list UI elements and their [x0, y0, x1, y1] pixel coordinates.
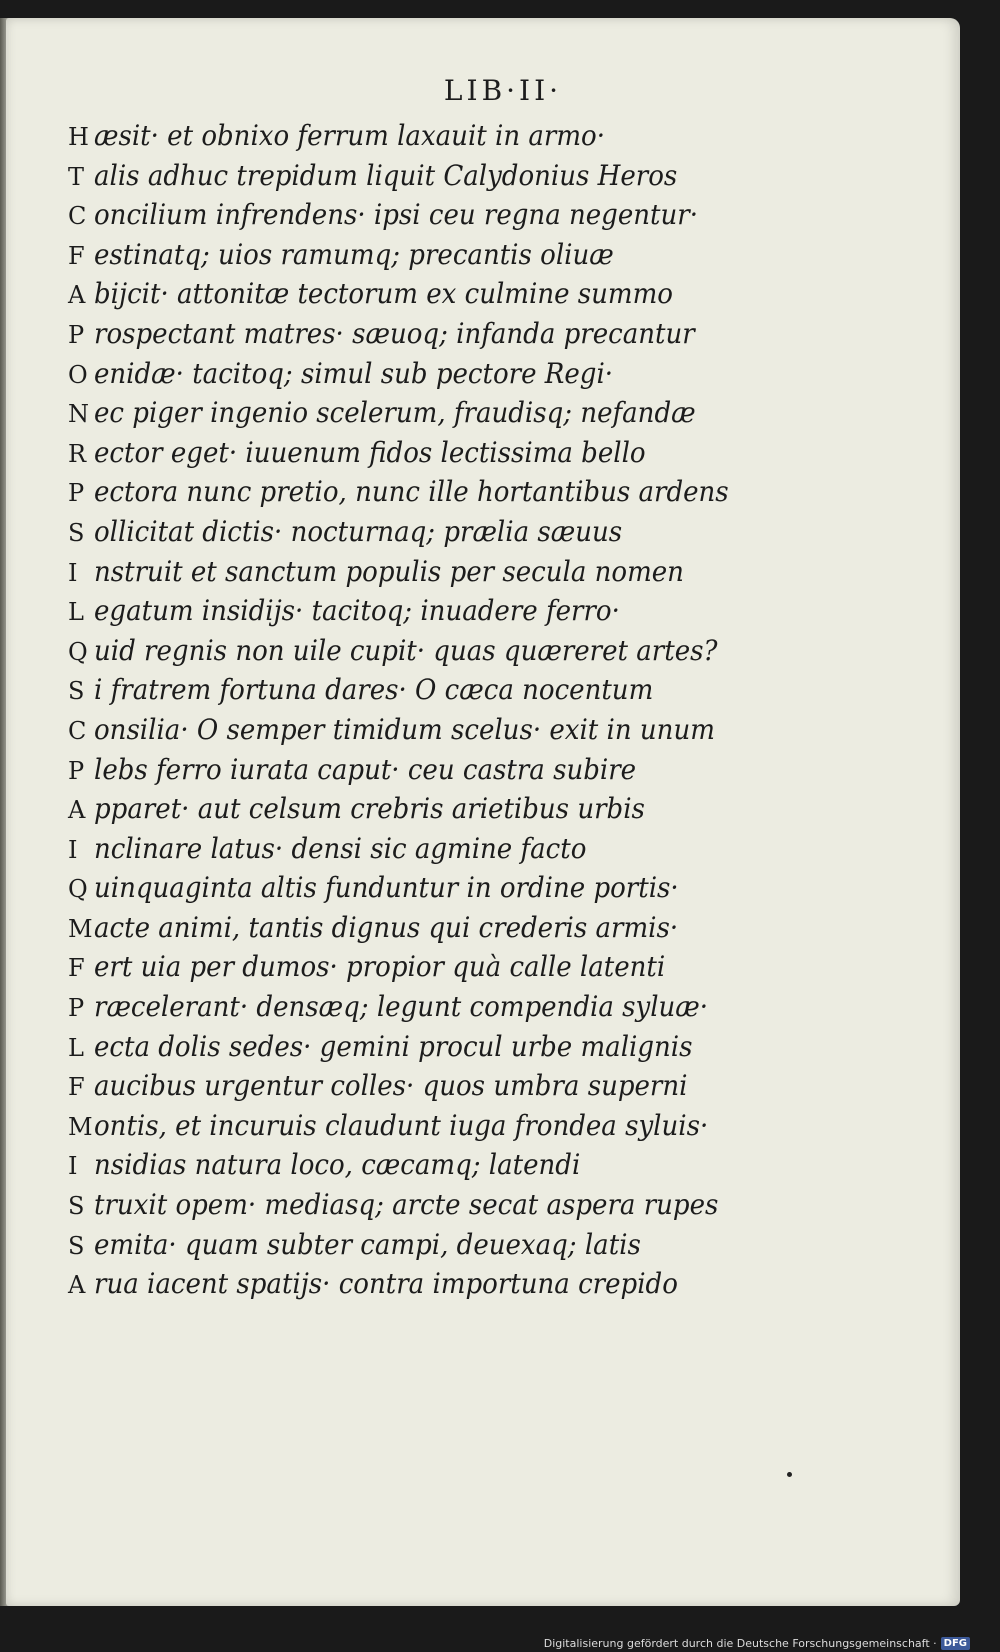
verse-initial: S [68, 1192, 85, 1221]
verse-line [68, 1145, 768, 1185]
verse-text: rua iacent spatijs· contra importuna crepido [94, 1267, 678, 1301]
verse-line [68, 116, 768, 156]
verse-initial: M [68, 914, 93, 943]
attribution-text: Digitalisierung gefördert durch die Deutsche Forschungsgemeinschaft · [543, 1637, 937, 1650]
verse-text: rospectant matres· sæuoq; infanda precantur [94, 316, 695, 350]
verse-text: acte animi, tantis dignus qui crederis armis· [94, 910, 679, 944]
verse-line [68, 1185, 768, 1225]
verse-line [68, 1027, 768, 1067]
verse-initial: C [68, 202, 87, 231]
verse-line [68, 829, 768, 869]
footer-attribution [544, 1637, 970, 1650]
verse-initial: I [68, 835, 78, 864]
verse-initial: S [68, 1231, 85, 1260]
verse-line [68, 710, 768, 750]
verse-initial: S [68, 518, 85, 547]
verse-initial: P [68, 994, 85, 1023]
verse-text: uid regnis non uile cupit· quas quæreret artes? [94, 633, 718, 667]
verse-initial: C [68, 716, 87, 745]
verse-initial: O [68, 360, 88, 389]
verse-text: enidæ· tacitoq; simul sub pectore Regi· [94, 356, 614, 390]
verse-text: ræcelerant· densæq; legunt compendia syluæ· [94, 990, 709, 1024]
verse-text: ectora nunc pretio, nunc ille hortantibus ardens [94, 475, 729, 509]
verse-line [68, 156, 768, 196]
verse-initial: I [68, 1152, 78, 1181]
verse-line [68, 354, 768, 394]
verse-text: i fratrem fortuna dares· O cæca nocentum [94, 673, 654, 707]
verse-line [68, 789, 768, 829]
verse-initial: Q [68, 875, 88, 904]
verse-initial: A [68, 796, 86, 825]
verse-text: alis adhuc trepidum liquit Calydonius Heros [94, 158, 678, 192]
verse-text: ecta dolis sedes· gemini procul urbe malignis [94, 1029, 693, 1063]
verse-line [68, 1106, 768, 1146]
verse-initial: F [68, 1073, 85, 1102]
verse-text: lebs ferro iurata caput· ceu castra subire [94, 752, 637, 786]
verse-initial: A [68, 281, 86, 310]
verse-initial: H [68, 123, 89, 151]
verse-line [68, 314, 768, 354]
verse-text: bijcit· attonitæ tectorum ex culmine summo [94, 277, 673, 311]
verse-text: nclinare latus· densi sic agmine facto [94, 831, 587, 865]
verse-line [68, 750, 768, 790]
verse-initial: Q [68, 637, 88, 666]
verse-line [68, 908, 768, 948]
verse-text: ec piger ingenio scelerum, fraudisq; nefandæ [94, 396, 696, 430]
dfg-logo: DFG [941, 1637, 970, 1650]
book-page [6, 18, 960, 1606]
verse-line [68, 472, 768, 512]
verse-initial: M [68, 1112, 93, 1141]
verse-initial: R [68, 439, 87, 468]
verse-initial: T [68, 162, 85, 191]
verse-initial: F [68, 241, 85, 270]
verse-line [68, 987, 768, 1027]
verse-text: oncilium infrendens· ipsi ceu regna negentur· [94, 198, 699, 232]
running-head: LIB·II· [443, 74, 563, 107]
verse-line [68, 1225, 768, 1265]
verse-text: estinatq; uios ramumq; precantis oliuæ [94, 237, 614, 271]
verse-initial: S [68, 677, 85, 706]
verse-line [68, 552, 768, 592]
verse-initial: I [68, 558, 78, 587]
verse-initial: L [68, 598, 84, 627]
verse-line [68, 274, 768, 314]
verse-text: nsidias natura loco, cæcamq; latendi [94, 1148, 581, 1182]
verse-line [68, 670, 768, 710]
verse-text: nstruit et sanctum populis per secula nomen [94, 554, 684, 588]
verse-text: truxit opem· mediasq; arcte secat aspera rupes [94, 1188, 719, 1222]
verse-line [68, 393, 768, 433]
verse-text: æsit· et obnixo ferrum laxauit in armo· [94, 119, 606, 152]
verse-line [68, 591, 768, 631]
verse-line [68, 512, 768, 552]
verse-line [68, 433, 768, 473]
verse-line [68, 235, 768, 275]
verse-text: aucibus urgentur colles· quos umbra superni [94, 1069, 688, 1103]
verse-text: emita· quam subter campi, deuexaq; latis [94, 1227, 641, 1261]
verse-text: ontis, et incuruis claudunt iuga frondea syluis· [94, 1108, 709, 1142]
verse-list [68, 116, 768, 1304]
verse-initial: L [68, 1033, 84, 1062]
verse-line [68, 1264, 768, 1304]
verse-text: uinquaginta altis funduntur in ordine portis· [94, 871, 679, 905]
verse-line [68, 947, 768, 987]
verse-line [68, 1066, 768, 1106]
verse-text: ert uia per dumos· propior quà calle latenti [94, 950, 666, 984]
verse-text: onsilia· O semper timidum scelus· exit in unum [94, 712, 715, 746]
verse-text: egatum insidijs· tacitoq; inuadere ferro· [94, 594, 620, 628]
verse-text: ector eget· iuuenum fidos lectissima bello [94, 435, 646, 469]
verse-initial: P [68, 756, 85, 785]
verse-initial: P [68, 320, 85, 349]
ink-dot [787, 1472, 792, 1477]
verse-initial: N [68, 400, 89, 429]
verse-initial: P [68, 479, 85, 508]
verse-line [68, 631, 768, 671]
verse-line [68, 195, 768, 235]
verse-initial: F [68, 954, 85, 983]
verse-text: pparet· aut celsum crebris arietibus urbis [94, 792, 645, 826]
verse-text: ollicitat dictis· nocturnaq; prælia sæuus [94, 514, 623, 548]
verse-initial: A [68, 1271, 86, 1300]
verse-line [68, 868, 768, 908]
